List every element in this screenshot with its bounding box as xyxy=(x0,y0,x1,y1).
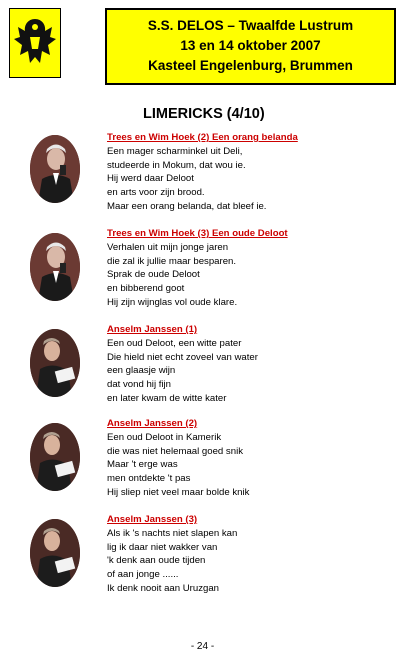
limerick-line: studeerde in Mokum, dat wou ie. xyxy=(107,159,246,171)
limerick-title: Trees en Wim Hoek (2) Een orang belanda xyxy=(107,132,298,143)
limerick-text xyxy=(107,417,249,500)
limerick-line: lig ik daar niet wakker van xyxy=(107,541,218,553)
limerick-text xyxy=(107,131,298,214)
header-line-2: 13 en 14 oktober 2007 xyxy=(180,38,321,53)
limerick-line: die zal ik jullie maar besparen. xyxy=(107,255,237,267)
limerick-title: Anselm Janssen (2) xyxy=(107,418,198,429)
limerick-line: men ontdekte 't pas xyxy=(107,473,191,485)
limerick-line: dat vond hij fijn xyxy=(107,379,171,391)
limerick-line: Maar een orang belanda, dat bleef ie. xyxy=(107,200,267,212)
limerick-line: Een oud Deloot in Kamerik xyxy=(107,431,222,443)
limerick-line: Hij zijn wijnglas vol oude klare. xyxy=(107,296,238,308)
author-photo xyxy=(30,519,80,587)
limerick-text xyxy=(107,513,237,596)
limerick-line: Een oud Deloot, een witte pater xyxy=(107,337,242,349)
header-line-3: Kasteel Engelenburg, Brummen xyxy=(148,58,353,73)
author-photo xyxy=(30,423,80,491)
limerick-line: Hij werd daar Deloot xyxy=(107,173,194,185)
limerick-line: een glaasje wijn xyxy=(107,365,176,377)
limerick-line: Ik denk nooit aan Uruzgan xyxy=(107,582,220,594)
society-logo xyxy=(9,8,61,78)
limerick-line: Een mager scharminkel uit Deli, xyxy=(107,145,243,157)
limerick-line: Maar 't erge was xyxy=(107,459,178,471)
limerick-text xyxy=(107,323,258,406)
limerick-title: Trees en Wim Hoek (3) Een oude Deloot xyxy=(107,228,288,239)
limerick-line: en arts voor zijn brood. xyxy=(107,187,205,199)
limerick-title: Anselm Janssen (1) xyxy=(107,324,198,335)
author-photo xyxy=(30,135,80,203)
limerick-line: Hij sliep niet veel maar bolde knik xyxy=(107,486,250,498)
limerick-line: en later kwam de witte kater xyxy=(107,392,227,404)
limerick-line: Sprak de oude Deloot xyxy=(107,269,200,281)
author-photo xyxy=(30,329,80,397)
limerick-line: en bibberend goot xyxy=(107,283,185,295)
event-header xyxy=(105,8,396,85)
header-line-1: S.S. DELOS – Twaalfde Lustrum xyxy=(147,18,354,33)
limerick-line: die was niet helemaal goed snik xyxy=(107,445,243,457)
limerick-line: 'k denk aan oude tijden xyxy=(107,555,206,567)
page-number: - 24 - xyxy=(190,641,215,652)
limerick-line: Als ik 's nachts niet slapen kan xyxy=(107,527,238,539)
limerick-line: of aan jonge ...... xyxy=(107,569,179,581)
limerick-line: Verhalen uit mijn jonge jaren xyxy=(107,241,229,253)
page-title: LIMERICKS (4/10) xyxy=(143,106,265,122)
limerick-title: Anselm Janssen (3) xyxy=(107,514,198,525)
author-photo xyxy=(30,233,80,301)
limerick-text xyxy=(107,227,288,310)
limerick-line: Die hield niet echt zoveel van water xyxy=(107,351,258,363)
